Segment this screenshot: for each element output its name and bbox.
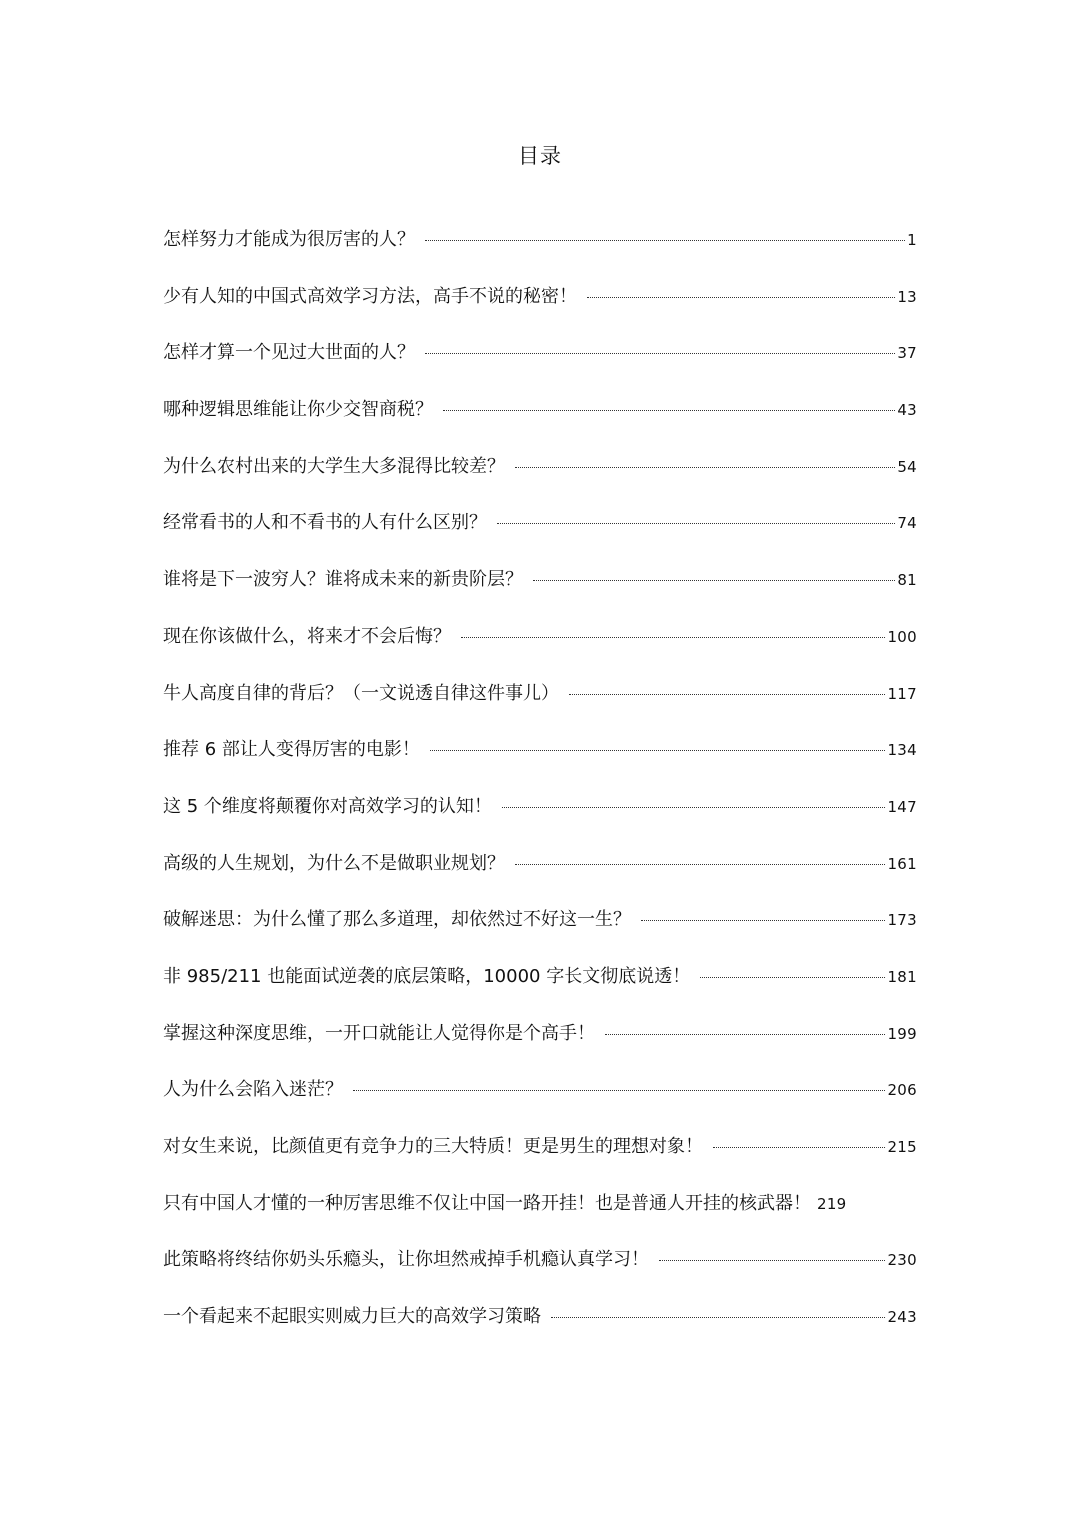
- toc-entry[interactable]: [163, 395, 917, 452]
- toc-entry-page: 219: [817, 1194, 847, 1213]
- toc-entry[interactable]: [163, 735, 917, 792]
- dot-leader: [659, 1260, 885, 1261]
- toc-entry-page: 117: [887, 684, 917, 703]
- toc-entry-title: 为什么农村出来的大学生大多混得比较差？: [163, 455, 505, 477]
- dot-leader: [551, 1317, 885, 1318]
- toc-entry[interactable]: [163, 962, 917, 1019]
- toc-entry-title: 怎样努力才能成为很厉害的人？: [163, 229, 415, 250]
- dot-leader: [497, 523, 895, 524]
- toc-entry-title: 这 5 个维度将颠覆你对高效学习的认知！: [163, 795, 492, 817]
- toc-entry-page: 147: [887, 797, 917, 816]
- toc-entry-page: 243: [887, 1308, 917, 1327]
- toc-entry-title: 怎样才算一个见过大世面的人？: [163, 342, 415, 364]
- toc-entry-page: 199: [887, 1024, 917, 1043]
- toc-entry[interactable]: [163, 1189, 917, 1246]
- toc-entry-title: 牛人高度自律的背后？（一文说透自律这件事儿）: [163, 682, 559, 704]
- toc-entry[interactable]: [163, 452, 917, 509]
- dot-leader: [700, 977, 885, 978]
- toc-entry-page: 134: [887, 741, 917, 760]
- dot-leader: [587, 297, 895, 298]
- toc-entry[interactable]: [163, 679, 917, 736]
- toc-entry-title: 破解迷思：为什么懂了那么多道理，却依然过不好这一生？: [163, 909, 631, 931]
- toc-entry-title: 此策略将终结你奶头乐瘾头，让你坦然戒掉手机瘾认真学习！: [163, 1249, 649, 1271]
- dot-leader: [515, 467, 895, 468]
- toc-entry[interactable]: [163, 282, 917, 339]
- toc-entry-title: 少有人知的中国式高效学习方法，高手不说的秘密！: [163, 285, 577, 307]
- toc-entry-title: 推荐 6 部让人变得厉害的电影！: [163, 739, 420, 761]
- dot-leader: [605, 1034, 885, 1035]
- toc-entry-title: 一个看起来不起眼实则威力巨大的高效学习策略: [163, 1306, 541, 1328]
- toc-entry[interactable]: [163, 1245, 917, 1302]
- toc-entry-page: 215: [887, 1138, 917, 1156]
- dot-leader: [502, 807, 886, 808]
- toc-entry-page: 74: [897, 514, 917, 533]
- toc-entry-page: 43: [897, 401, 917, 420]
- dot-leader: [515, 864, 885, 865]
- toc-entry[interactable]: [163, 905, 917, 962]
- toc-entry-page: 100: [887, 627, 917, 646]
- toc-entry-page: 181: [887, 967, 917, 986]
- toc-entry[interactable]: [163, 1132, 917, 1189]
- dot-leader: [713, 1147, 885, 1148]
- toc-entry[interactable]: [163, 1019, 917, 1076]
- toc-entry[interactable]: [163, 849, 917, 906]
- toc-entry-title: 哪种逻辑思维能让你少交智商税？: [163, 399, 433, 421]
- toc-entry-page: 173: [887, 911, 917, 930]
- toc-entry-title: 非 985/211 也能面试逆袭的底层策略，10000 字长文彻底说透！: [163, 965, 691, 987]
- dot-leader: [353, 1090, 885, 1091]
- toc-entry[interactable]: [163, 338, 917, 395]
- toc-entry-page: 54: [897, 457, 917, 476]
- toc-entry-title: 现在你该做什么，将来才不会后悔？: [163, 625, 451, 647]
- table-of-contents: [163, 225, 917, 1359]
- toc-entry-page: 206: [887, 1081, 917, 1100]
- toc-entry-title: 经常看书的人和不看书的人有什么区别？: [163, 512, 487, 534]
- toc-entry[interactable]: [163, 622, 917, 679]
- toc-entry-page: 1: [907, 231, 917, 249]
- toc-title: 目录: [518, 144, 562, 168]
- toc-entry[interactable]: [163, 1302, 917, 1359]
- toc-entry-page: 13: [897, 287, 917, 306]
- dot-leader: [443, 410, 895, 411]
- dot-leader: [641, 920, 885, 921]
- toc-entry[interactable]: [163, 565, 917, 622]
- toc-entry-page: 161: [887, 854, 917, 873]
- toc-entry-title: 谁将是下一波穷人？谁将成未来的新贵阶层？: [163, 569, 523, 591]
- toc-entry-page: 37: [897, 344, 917, 363]
- toc-entry[interactable]: [163, 792, 917, 849]
- dot-leader: [425, 353, 895, 354]
- toc-entry-page: 81: [897, 571, 917, 590]
- dot-leader: [569, 694, 885, 695]
- dot-leader: [533, 580, 895, 581]
- toc-entry[interactable]: [163, 508, 917, 565]
- toc-entry[interactable]: [163, 225, 917, 282]
- toc-entry-title: 对女生来说，比颜值更有竞争力的三大特质！更是男生的理想对象！: [163, 1136, 703, 1157]
- dot-leader: [425, 240, 905, 241]
- toc-entry-title: 人为什么会陷入迷茫？: [163, 1079, 343, 1101]
- toc-entry-title: 只有中国人才懂的一种厉害思维不仅让中国一路开挂！也是普通人开挂的核武器！: [163, 1192, 811, 1214]
- toc-entry-title: 高级的人生规划，为什么不是做职业规划？: [163, 852, 505, 874]
- dot-leader: [461, 637, 885, 638]
- dot-leader: [430, 750, 886, 751]
- toc-entry-title: 掌握这种深度思维，一开口就能让人觉得你是个高手！: [163, 1022, 595, 1044]
- toc-entry-page: 230: [887, 1251, 917, 1270]
- toc-entry[interactable]: [163, 1075, 917, 1132]
